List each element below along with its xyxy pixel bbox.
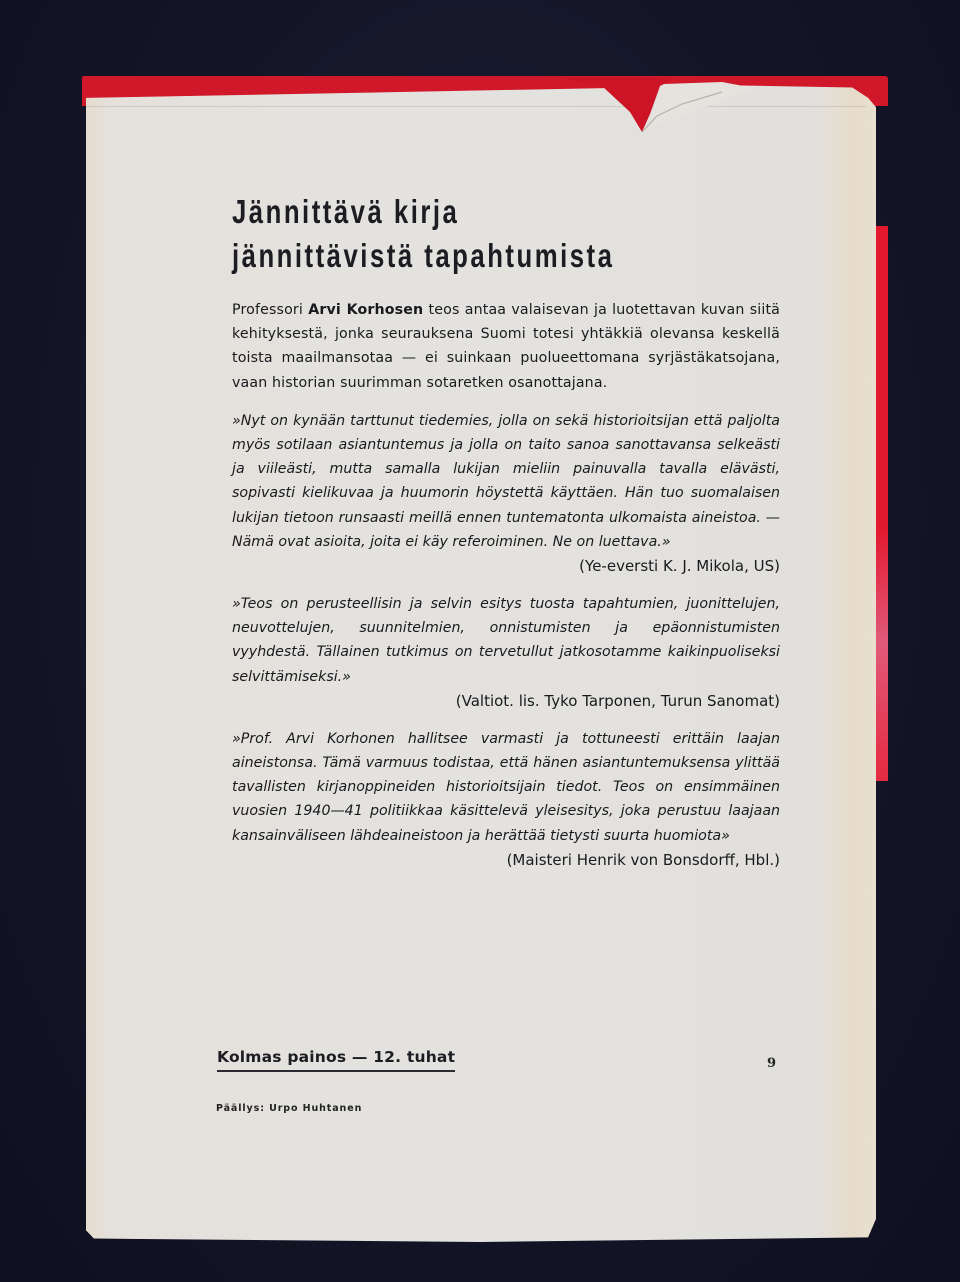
jacket-text [232,190,780,886]
review-quote: »Nyt on kynään tarttunut tiedemies, jolla on sekä historioitsijan että paljolta myös sotilaan asiantuntemus ja jolla on taito sanoa sanottavansa selkeästi ja viileästi, mutta samalla lukijan mieliin painuvalla tavalla elävästi, sopivasti kielikuvaa ja huumorin höystettä käyttäen. Hän tuo suomalaisen lukijan tietoon runsaasti meillä ennen tuntematonta ulkomaista aineistoa. — Nämä ovat asioita, joita ei käy referoiminen. Ne on luettava.» [232,412,780,550]
page-number: 9 [767,1056,777,1071]
edition-label: Kolmas painos — 12. tuhat [217,1048,455,1072]
author-name: Arvi Korhosen [308,302,424,318]
intro-prefix: Professori [232,302,309,318]
headline [232,190,700,278]
review-source: (Maisteri Henrik von Bonsdorff, Hbl.) [506,850,780,869]
review-source: (Valtiot. lis. Tyko Tarponen, Turun Sanomat) [455,691,780,710]
intro-text: teos antaa valaisevan ja luotettavan kuvan siitä kehityksestä, jonka seurauksena Suomi totesi yhtäkkiä olevansa keskellä toista maailmansotaa — ei suinkaan puolueettomana syrjästäkatsojana, vaan historian suurimman sotaretken osanottajana. [232,302,780,391]
headline-line-2: jännittävistä tapahtumista [232,237,615,274]
review-1 [232,409,780,578]
review-quote: »Prof. Arvi Korhonen hallitsee varmasti ja tottuneesti erittäin laajan aineistonsa. Tämä varmuus todistaa, että hänen asiantuntemuksensa ylittää tavallisten kirjanoppineiden historioitsijain tiedot. Teos on ensimmäinen vuosien 1940—41 politiikkaa käsittelevä yleisesitys, joka perustuu laajaan kansainväliseen lähdeaineistoon ja herättää tietysti suurta huomiota» [232,730,780,844]
review-3 [232,727,780,872]
review-2 [232,592,780,713]
intro-paragraph [232,298,780,395]
review-quote: »Teos on perusteellisin ja selvin esitys tuosta tapahtumien, juonittelujen, neuvottelujen, suunnitelmien, onnistumisten ja epäonnistumisten vyyhdestä. Tällainen tutkimus on tervetullut jatkosotamme kaikinpuoliseksi selvittämiseksi.» [232,596,780,685]
review-source: (Ye-eversti K. J. Mikola, US) [579,557,780,576]
headline-line-1: Jännittävä kirja [232,193,460,230]
cover-credit: Päällys: Urpo Huhtanen [216,1103,363,1114]
jacket-fold-line [86,106,866,107]
